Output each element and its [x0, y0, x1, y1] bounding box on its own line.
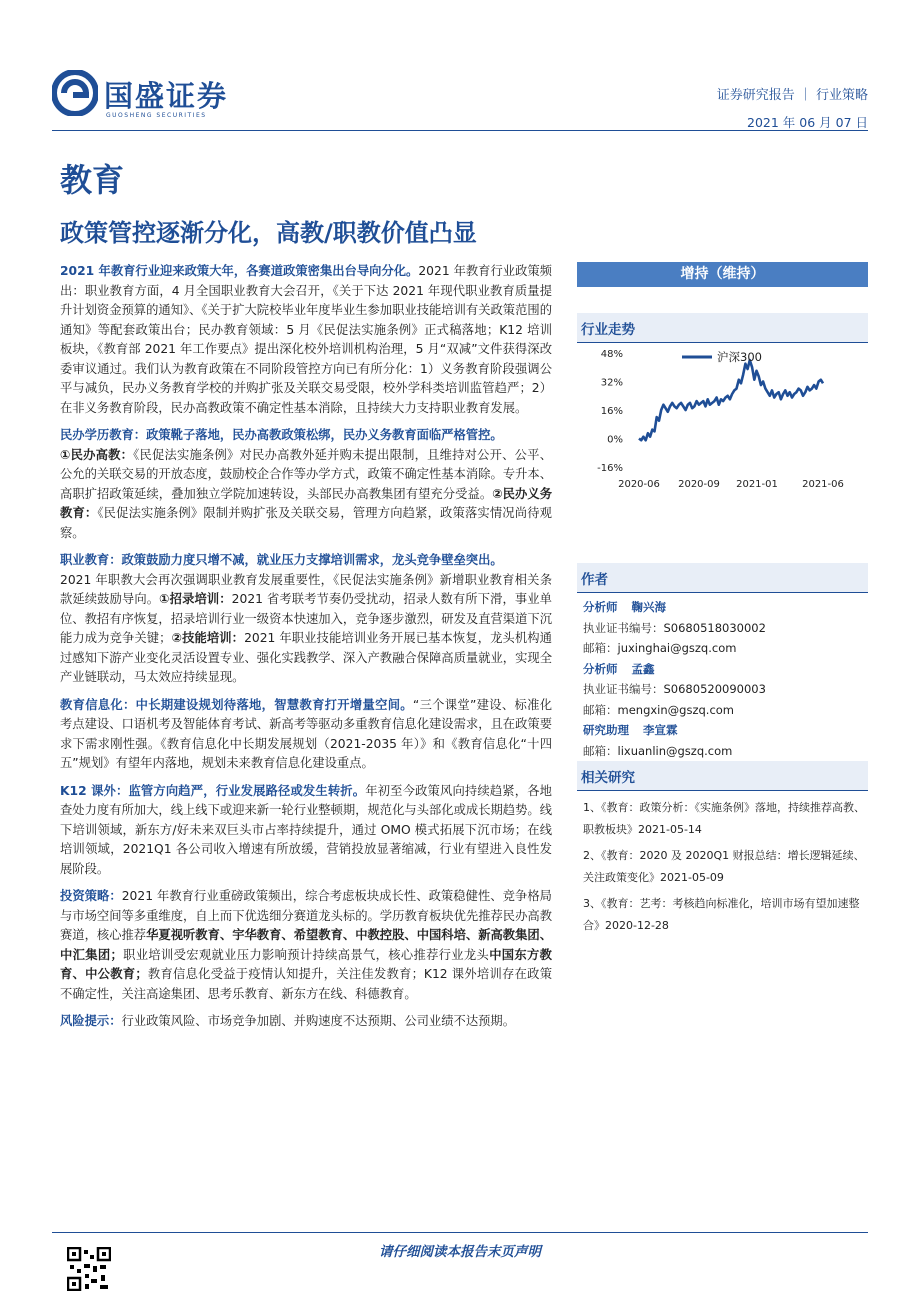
paragraph-lead: 风险提示： [60, 1014, 122, 1028]
x-tick-label: 2020-06 [618, 479, 660, 490]
paragraph-text: 行业政策风险、市场竞争加剧、并购速度不达预期、公司业绩不达预期。 [121, 1014, 516, 1028]
paragraph-text: 年初至今政策风向持续趋紧，各地查处力度有所加大，线上线下或迎来新一轮行业整顿期，规范化与头部化或成长期趋势。线下培训领域，新东方/好未来双巨头市占率持续提升，通过 OMO 模式拓展下沉市场；在线培训领域，2021Q1 各公司收入增速有所放缓，营销投放显著缩减，行业有望进入良性发展阶段。 [60, 783, 552, 876]
cert-label: 执业证书编号： [583, 620, 664, 635]
paragraph-lead: 教育信息化：中长期建设规划待落地，智慧教育打开增量空间。 [60, 697, 413, 712]
report-body [60, 262, 552, 1040]
series-line [639, 360, 823, 440]
paragraph-text: 2021 年职教大会再次强调职业教育发展重要性，《民促法实施条例》新增职业教育相关条款延续鼓励导向。 [60, 572, 552, 606]
cert-label: 执业证书编号： [583, 682, 664, 696]
email-label: 邮箱： [583, 641, 618, 655]
paragraph-vocational [60, 551, 552, 688]
paragraph-risk [60, 1012, 552, 1032]
paragraph-text: 2021 年教育行业政策频出：职业教育方面，4 月全国职业教育大会召开，《关于下达 2021 年现代职业教育质量提升计划资金预算的通知》、《关于扩大院校毕业年度毕业生参加职业技能培训有关政策范围的通知》等配套政策出台；民办教育领域：5 月《民促法实施条例》正式稿落地；K12 培训板块，《教育部 2021 年工作要点》提出深化校外培训机构治理，5 月“双减”文件获得深改委审议通过。我们认为教育政策在不同阶段管控方向已有所分化：1）义务教育阶段强调公平与减负，民办义务教育学校的并购扩张及关联交易受限，校外学科类培训监管趋严；2）在非义务教育阶段，民办高教政策不确定性基本消除，且持续大力支持职业教育发展。 [60, 264, 552, 415]
y-tick-label: 48% [600, 349, 623, 360]
paragraph-lead: 2021 年教育行业迎来政策大年，各赛道政策密集出台导向分化。 [60, 264, 419, 278]
header-divider [52, 130, 868, 131]
x-tick-label: 2021-06 [802, 479, 844, 490]
paragraph-text: 职业培训受宏观就业压力影响预计持续高景气，核心推荐行业龙头 [122, 947, 490, 962]
bold-phrase: ①民办高教： [60, 447, 134, 462]
industry-trend-chart [577, 343, 868, 563]
trend-section-title: 行业走势 [577, 313, 868, 343]
analyst-name: 孟鑫 [631, 661, 655, 676]
bold-phrase: 华夏视听教育、宇华教育、希望教育、中教控股、中国科培、新高教集团、中汇集团； [60, 928, 552, 962]
paragraph-edu-it [60, 696, 552, 774]
footer-disclaimer: 请仔细阅读本报告末页声明 [379, 1244, 541, 1260]
y-tick-label: -16% [597, 463, 623, 474]
analyst-role: 分析师 [583, 600, 618, 614]
paragraph-text: “三个课堂”建设、标准化考点建设、口语机考及智能体育考试、新高考等驱动多重教育信息化建设需求，且在政策要求下需求刚性强。《教育信息化中长期发展规划（2021-2035 年）》和《教育信息化“十四五”规划》有望年内落地，规划未来教育信息化建设重点。 [60, 697, 552, 770]
cert-number: S0680520090003 [663, 682, 766, 696]
y-tick-label: 32% [600, 377, 623, 389]
rating-badge: 增持（维持） [577, 262, 868, 287]
analyst-email[interactable]: mengxin@gszq.com [617, 702, 734, 717]
bold-phrase: ①招录培训： [159, 592, 232, 606]
analyst-block [577, 593, 868, 761]
bold-phrase: 中国东方教育、中公教育； [60, 947, 552, 981]
report-meta [717, 84, 868, 131]
analyst-name: 鞠兴海 [631, 600, 666, 614]
analyst-email[interactable]: lixuanlin@gszq.com [617, 743, 733, 758]
paragraph-lead: 民办学历教育：政策靴子落地，民办高教政策松绑，民办义务教育面临严格管控。 [60, 428, 503, 442]
y-tick-label: 16% [600, 406, 623, 417]
paragraph-strategy [60, 887, 552, 1004]
related-research-list [577, 791, 868, 937]
paragraph-text: 2021 年教育行业重磅政策频出，综合考虑板块成长性、政策稳健性、竞争格局与市场空间等多重维度，自上而下优选细分赛道龙头标的。学历教育板块优先推荐民办高教赛道，核心推荐 [60, 889, 552, 942]
related-item[interactable]: 3、《教育：艺考：考核趋向标准化，培训市场有望加速整合》2020-12-28 [583, 897, 860, 932]
paragraph-text: 2021 年职业技能培训业务开展已基本恢复，龙头机构通过感知下游产业变化灵活设置专业、强化实践教学、深入产教融合保障高质量就业，实现全产业链联动，马太效应持续显现。 [60, 631, 552, 684]
analyst-name: 李宣霖 [643, 723, 678, 737]
paragraph-lead: 职业教育：政策鼓励力度只增不减，就业压力支撑培训需求，龙头竞争壁垒突出。 [60, 553, 503, 567]
guosheng-logo-icon [52, 70, 98, 116]
related-section-title: 相关研究 [577, 761, 868, 791]
report-type: 证券研究报告 ｜ 行业策略 [716, 88, 868, 103]
related-item[interactable]: 2、《教育：2020 及 2020Q1 财报总结：增长逻辑延续、关注政策变化》2021-05-09 [583, 849, 865, 884]
report-headline: 政策管控逐渐分化，高教/职教价值凸显 [60, 219, 477, 247]
paragraph-text: 2021 省考联考节奏仍受扰动，招录人数有所下滑，事业单位、教招有序恢复，招录培训行业一级资本快速加入，竞争逐步激烈，研发及直营渠道下沉能力成为竞争关键； [60, 592, 552, 645]
email-label: 邮箱： [583, 743, 618, 758]
bold-phrase: ②技能培训： [171, 631, 245, 645]
bold-phrase: ②民办义务教育： [60, 486, 552, 520]
paragraph-lead: 投资策略： [60, 889, 122, 903]
paragraph-k12 [60, 782, 552, 880]
analyst-email[interactable]: juxinghai@gszq.com [617, 641, 737, 655]
logo-text-cn: 国盛证券 [104, 79, 229, 113]
email-label: 邮箱： [583, 702, 618, 717]
sidebar [577, 262, 868, 941]
company-logo [52, 70, 272, 126]
logo-text-en: GUOSHENG SECURITIES [106, 112, 207, 119]
analyst-role: 分析师 [583, 661, 618, 676]
industry-title: 教育 [60, 161, 125, 199]
report-date: 2021 年 06 月 07 日 [747, 115, 868, 130]
x-tick-label: 2020-09 [678, 479, 720, 490]
legend-label: 沪深300 [717, 350, 762, 364]
paragraph-text: 教育信息化受益于疫情认知提升，关注佳发教育；K12 课外培训存在政策不确定性，关注高途集团、思考乐教育、新东方在线、科德教育。 [60, 967, 552, 1001]
related-item[interactable]: 1、《教育：政策分析：《实施条例》落地，持续推荐高教、职教板块》2021-05-14 [583, 801, 865, 836]
footer-divider [52, 1232, 868, 1233]
trend-chart-svg [577, 343, 868, 563]
paragraph-text: 《民促法实施条例》限制并购扩张及关联交易，管理方向趋紧，政策落实情况尚待观察。 [60, 506, 552, 540]
analyst-role: 研究助理 [583, 723, 629, 737]
authors-section-title: 作者 [577, 563, 868, 593]
paragraph-lead: K12 课外：监管方向趋严，行业发展路径或发生转折。 [60, 783, 366, 798]
cert-number: S0680518030002 [663, 620, 766, 635]
paragraph-overview [60, 262, 552, 418]
paragraph-private-education [60, 426, 552, 543]
x-tick-label: 2021-01 [736, 479, 778, 490]
y-tick-label: 0% [607, 434, 623, 446]
paragraph-text: 《民促法实施条例》对民办高教外延并购未提出限制，且维持对公开、公平、公允的关联交易的开放态度，鼓励校企合作等办学方式，政策不确定性基本消除。专升本、高职扩招政策延续，叠加独立学院加速转设，头部民办高教集团有望充分受益。 [60, 447, 552, 501]
